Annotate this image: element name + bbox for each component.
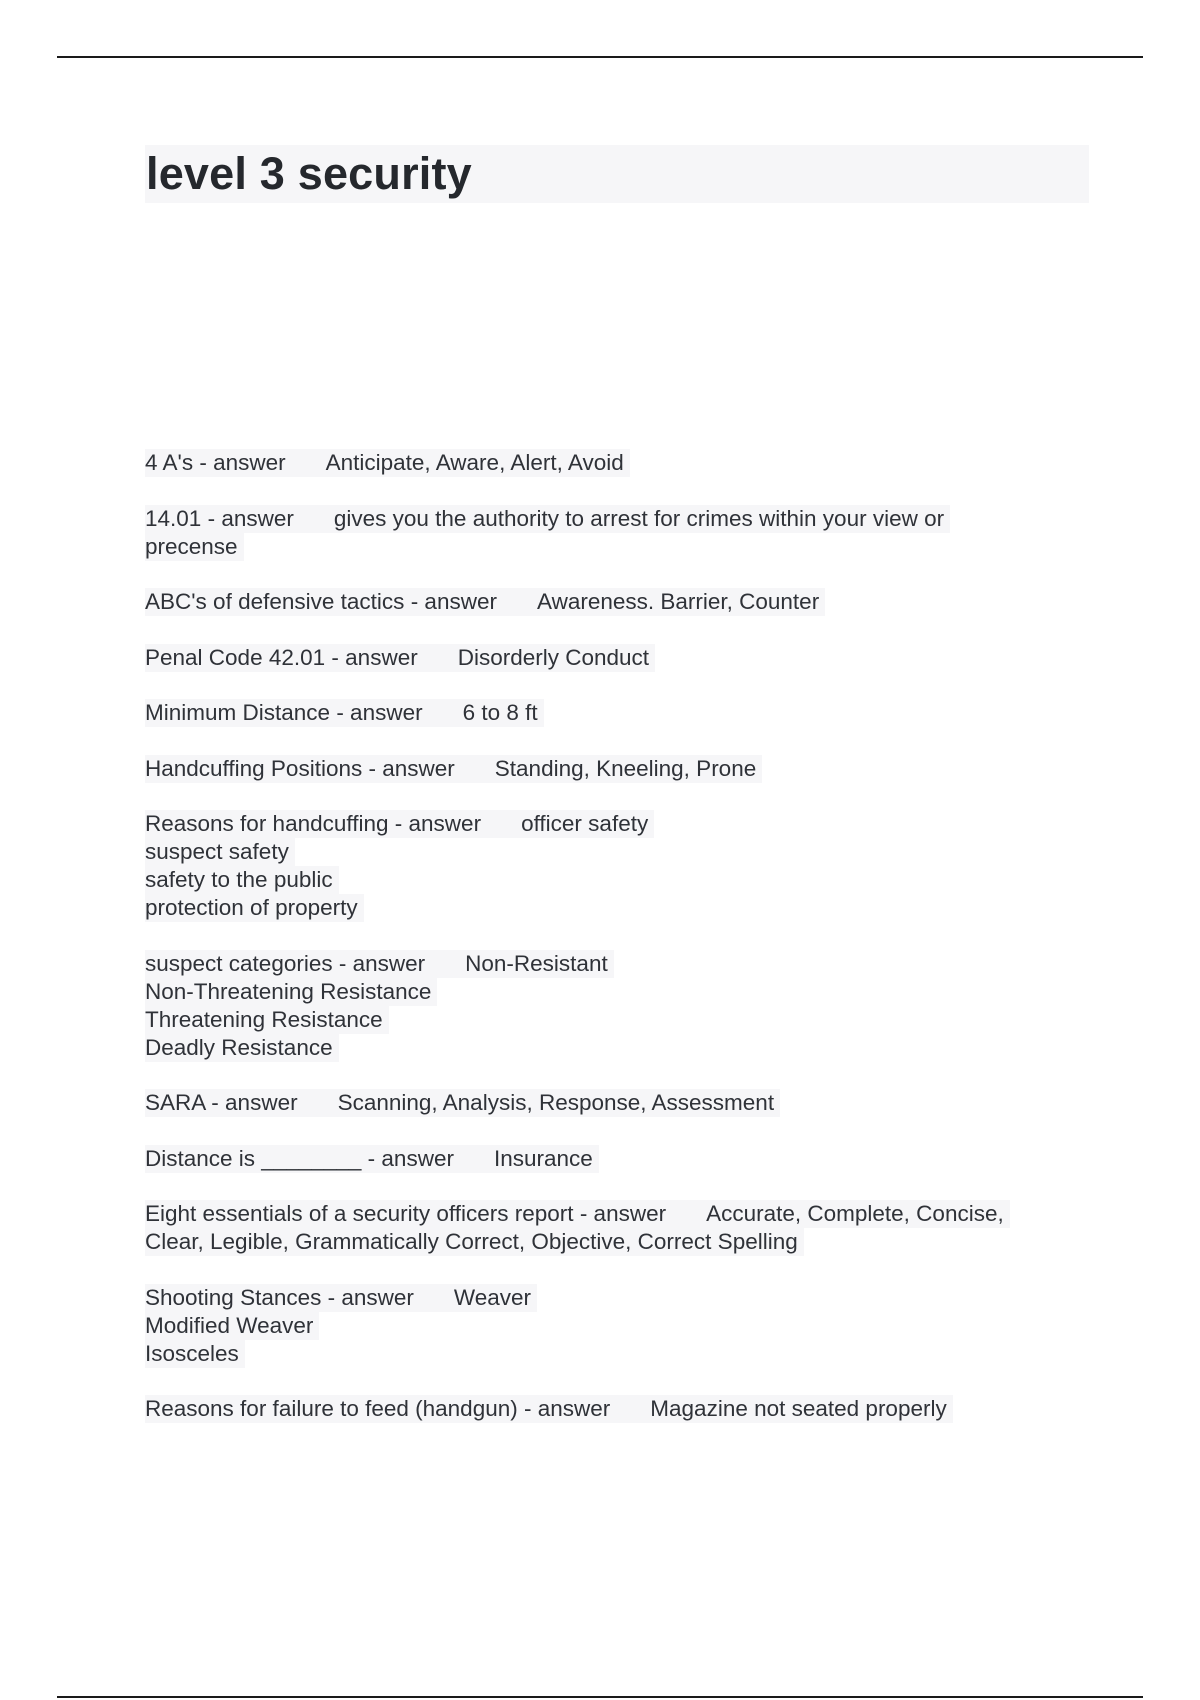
flashcard-answer-text: precense <box>145 533 238 559</box>
flashcard-answer-text: gives you the authority to arrest for crimes within your view or <box>333 505 945 531</box>
flashcard-answer-text: suspect safety <box>145 839 289 864</box>
answer-continuation-line <box>145 866 339 894</box>
flashcard-first-line <box>145 1200 1010 1228</box>
flashcard-answer-text: Insurance <box>493 1145 593 1171</box>
flashcard-entry <box>145 1284 1085 1368</box>
bottom-rule <box>57 1696 1143 1698</box>
flashcard-first-line <box>145 449 630 477</box>
flashcard-answer-text: Non-Threatening Resistance <box>145 978 432 1004</box>
answer-continuation-line <box>145 838 295 866</box>
flashcard-answer-text: Weaver <box>453 1284 532 1310</box>
flashcard-term: ABC's of defensive tactics <box>145 589 405 614</box>
flashcard-answer-text: Isosceles <box>145 1340 239 1366</box>
flashcard-term: Handcuffing Positions <box>145 755 363 781</box>
flashcard-entry <box>145 699 1085 727</box>
flashcard-answer-text: officer safety <box>521 811 649 836</box>
flashcard-first-line <box>145 644 655 672</box>
answer-separator: - answer <box>336 700 423 725</box>
answer-separator: - answer <box>368 755 455 781</box>
flashcard-answer-text: Magazine not seated properly <box>650 1396 947 1421</box>
flashcard-entry <box>145 755 1085 783</box>
answer-separator: - answer <box>524 1396 611 1421</box>
flashcard-first-line <box>145 810 654 838</box>
flashcard-first-line <box>145 1145 599 1173</box>
flashcard-term: Eight essentials of a security officers report <box>145 1201 574 1226</box>
answer-separator: - answer <box>199 450 286 475</box>
flashcard-term: Distance is ________ <box>145 1145 362 1171</box>
answer-separator: - answer <box>579 1201 667 1226</box>
flashcard-entry <box>145 449 1085 477</box>
flashcard-answer-text: Modified Weaver <box>145 1312 314 1338</box>
answer-separator: - answer <box>394 811 482 836</box>
top-rule <box>57 56 1143 58</box>
answer-separator: - answer <box>410 589 497 614</box>
flashcard-first-line <box>145 505 950 533</box>
flashcard-entry <box>145 810 1085 922</box>
flashcard-answer-text: safety to the public <box>145 867 333 892</box>
flashcard-list <box>145 449 1085 1451</box>
flashcard-answer-text: 6 to 8 ft <box>462 700 538 725</box>
answer-continuation-line <box>145 978 437 1006</box>
answer-continuation-line <box>145 1312 319 1340</box>
answer-continuation-line <box>145 1340 245 1368</box>
flashcard-entry <box>145 644 1085 672</box>
answer-continuation-line <box>145 1228 804 1256</box>
answer-continuation-line <box>145 533 244 561</box>
answer-separator: - answer <box>207 505 294 531</box>
flashcard-answer-text: Deadly Resistance <box>145 1034 333 1060</box>
flashcard-entry <box>145 1200 1085 1256</box>
flashcard-answer-text: protection of property <box>145 895 358 920</box>
flashcard-answer-text: Non-Resistant <box>465 950 608 976</box>
flashcard-first-line <box>145 755 762 783</box>
flashcard-term: suspect categories <box>145 950 333 976</box>
flashcard-term: Penal Code 42.01 <box>145 644 326 670</box>
flashcard-term: SARA <box>145 1090 206 1115</box>
flashcard-entry <box>145 950 1085 1062</box>
flashcard-first-line <box>145 1395 953 1423</box>
flashcard-entry <box>145 588 1085 616</box>
flashcard-term: Minimum Distance <box>145 700 331 725</box>
answer-continuation-line <box>145 1006 389 1034</box>
flashcard-answer-text: Awareness. Barrier, Counter <box>536 589 820 614</box>
flashcard-first-line <box>145 588 825 616</box>
flashcard-answer-text: Threatening Resistance <box>145 1006 383 1032</box>
flashcard-first-line <box>145 1089 780 1117</box>
answer-separator: - answer <box>327 1284 414 1310</box>
flashcard-entry <box>145 1089 1085 1117</box>
flashcard-answer-text: Disorderly Conduct <box>457 644 650 670</box>
flashcard-term: Reasons for handcuffing <box>145 811 389 836</box>
flashcard-term: Reasons for failure to feed (handgun) <box>145 1396 518 1421</box>
flashcard-answer-text: Scanning, Analysis, Response, Assessment <box>337 1090 775 1115</box>
flashcard-answer-text: Anticipate, Aware, Alert, Avoid <box>325 450 624 475</box>
flashcard-term: 4 A's <box>145 450 194 475</box>
flashcard-term: Shooting Stances <box>145 1284 322 1310</box>
flashcard-entry <box>145 1145 1085 1173</box>
answer-separator: - answer <box>211 1090 298 1115</box>
flashcard-first-line <box>145 950 614 978</box>
document-title: level 3 security <box>146 148 472 199</box>
flashcard-first-line <box>145 1284 537 1312</box>
flashcard-answer-text: Clear, Legible, Grammatically Correct, Objective, Correct Spelling <box>145 1229 798 1254</box>
flashcard-answer-text: Standing, Kneeling, Prone <box>494 755 757 781</box>
answer-continuation-line <box>145 1034 339 1062</box>
answer-separator: - answer <box>338 950 426 976</box>
answer-separator: - answer <box>331 644 418 670</box>
answer-continuation-line <box>145 894 364 922</box>
flashcard-first-line <box>145 699 544 727</box>
flashcard-entry <box>145 505 1085 561</box>
flashcard-entry <box>145 1395 1085 1423</box>
answer-separator: - answer <box>367 1145 454 1171</box>
flashcard-term: 14.01 <box>145 505 202 531</box>
flashcard-answer-text: Accurate, Complete, Concise, <box>706 1201 1004 1226</box>
